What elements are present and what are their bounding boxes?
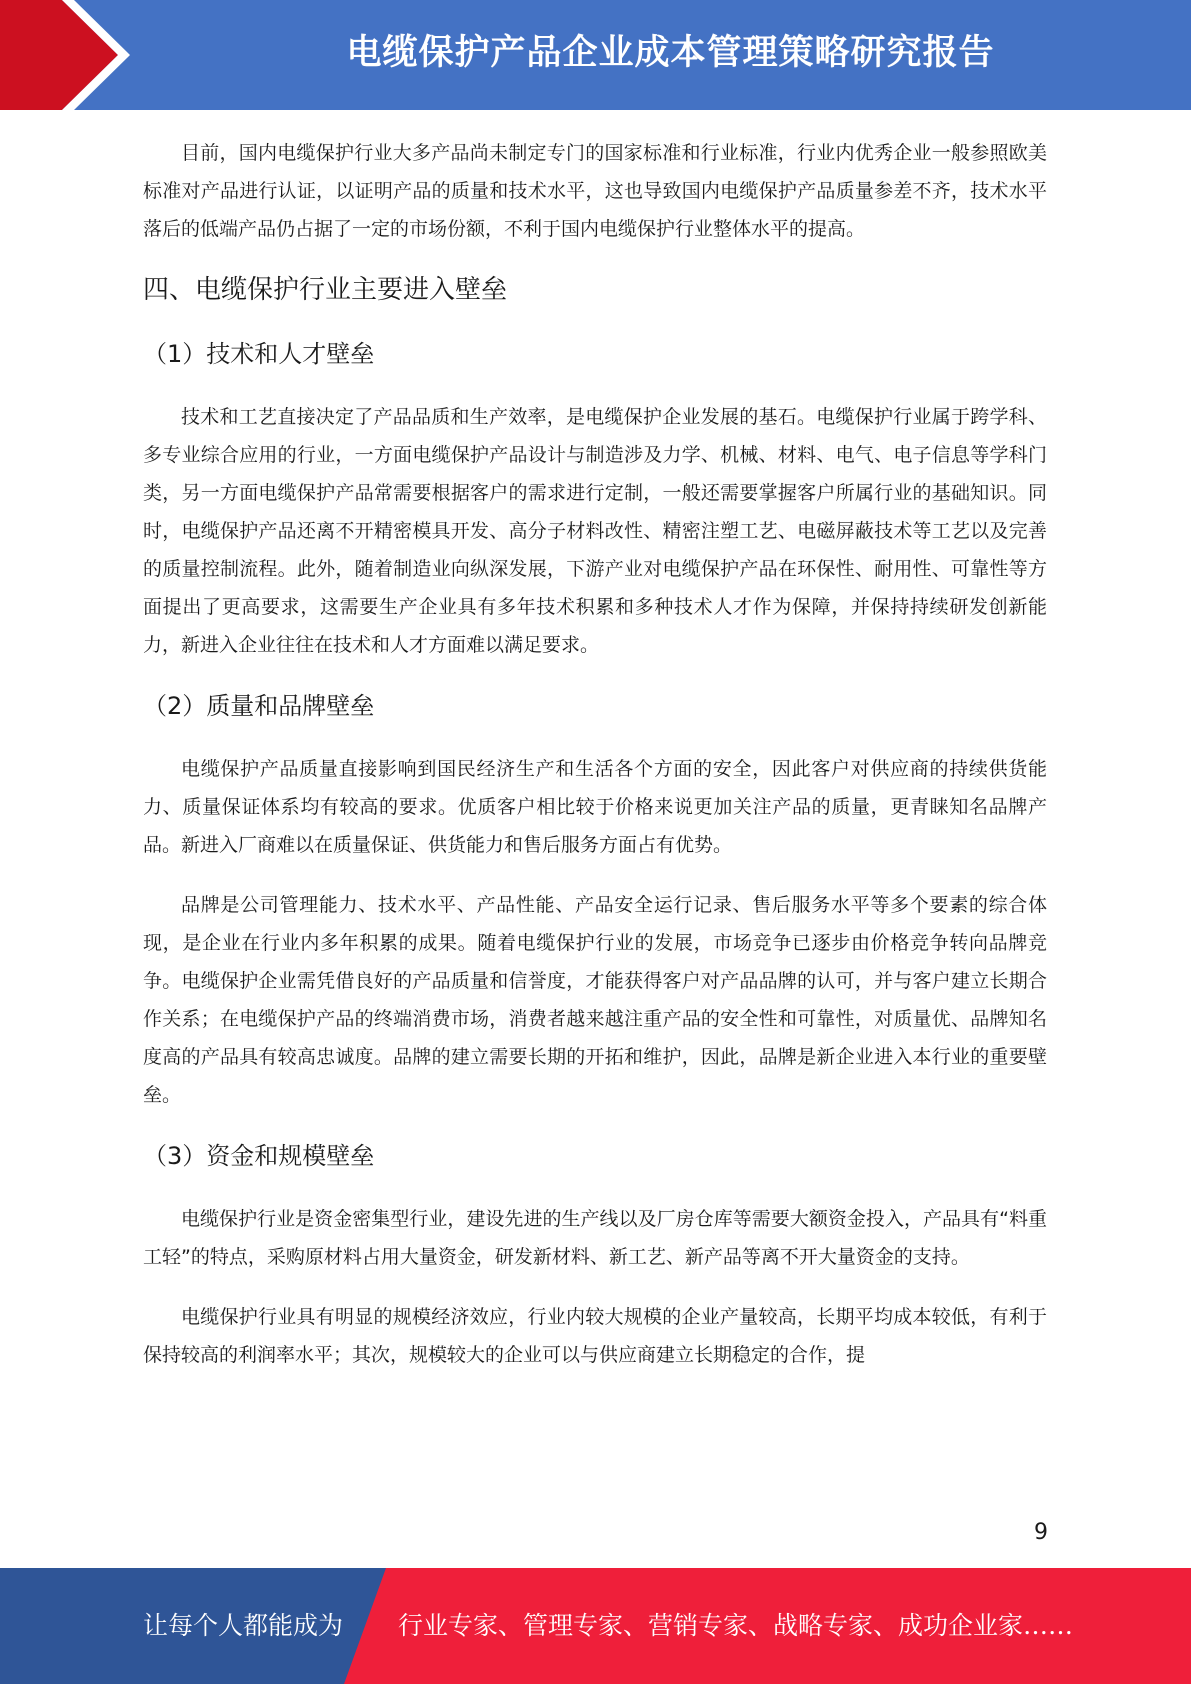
paragraph-brand: 品牌是公司管理能力、技术水平、产品性能、产品安全运行记录、售后服务水平等多个要素的综合体现，是企业在行业内多年积累的成果。随着电缆保护行业的发展，市场竞争已逐步由价格竞争转向品牌竞争。电缆保护企业需凭借良好的产品质量和信誉度，才能获得客户对产品品牌的认可，并与客户建立长期合作关系；在电缆保护产品的终端消费市场，消费者越来越注重产品的安全性和可靠性，对质量优、品牌知名度高的产品具有较高忠诚度。品牌的建立需要长期的开拓和维护，因此，品牌是新企业进入本行业的重要壁垒。 (143, 894, 1047, 1106)
paragraph-quality: 电缆保护产品质量直接影响到国民经济生产和生活各个方面的安全，因此客户对供应商的持续供货能力、质量保证体系均有较高的要求。优质客户相比较于价格来说更加关注产品的质量，更青睐知名品牌产品。新进入厂商难以在质量保证、供货能力和售后服务方面占有优势。 (143, 758, 1047, 856)
subsection-heading-tech-talent: （1）技术和人才壁垒 (143, 340, 375, 368)
report-title: 电缆保护产品企业成本管理策略研究报告 (346, 33, 995, 73)
document-body (143, 134, 1047, 1374)
page-number: 9 (1034, 1520, 1048, 1545)
red-chevron-decoration (0, 0, 160, 110)
page-header (0, 0, 1191, 110)
footer-slogan-left: 让每个人都能成为 (143, 1611, 344, 1640)
subsection-heading-quality-brand: （2）质量和品牌壁垒 (143, 692, 375, 720)
intro-paragraph: 目前，国内电缆保护行业大多产品尚未制定专门的国家标准和行业标准，行业内优秀企业一般参照欧美标准对产品进行认证，以证明产品的质量和技术水平，这也导致国内电缆保护产品质量参差不齐，技术水平落后的低端产品仍占据了一定的市场份额，不利于国内电缆保护行业整体水平的提高。 (143, 142, 1047, 240)
paragraph-capital: 电缆保护行业是资金密集型行业，建设先进的生产线以及厂房仓库等需要大额资金投入，产品具有“料重工轻”的特点，采购原材料占用大量资金，研发新材料、新工艺、新产品等离不开大量资金的支持。 (143, 1208, 1047, 1268)
paragraph-scale: 电缆保护行业具有明显的规模经济效应，行业内较大规模的企业产量较高，长期平均成本较低，有利于保持较高的利润率水平；其次，规模较大的企业可以与供应商建立长期稳定的合作，提 (143, 1306, 1047, 1366)
footer-slogan-right: 行业专家、管理专家、营销专家、战略专家、成功企业家…… (398, 1611, 1074, 1640)
subsection-heading-capital-scale: （3）资金和规模壁垒 (143, 1142, 375, 1170)
paragraph-tech-talent: 技术和工艺直接决定了产品品质和生产效率，是电缆保护企业发展的基石。电缆保护行业属于跨学科、多专业综合应用的行业，一方面电缆保护产品设计与制造涉及力学、机械、材料、电气、电子信息等学科门类，另一方面电缆保护产品常需要根据客户的需求进行定制，一般还需要掌握客户所属行业的基础知识。同时，电缆保护产品还离不开精密模具开发、高分子材料改性、精密注塑工艺、电磁屏蔽技术等工艺以及完善的质量控制流程。此外，随着制造业向纵深发展，下游产业对电缆保护产品在环保性、耐用性、可靠性等方面提出了更高要求，这需要生产企业具有多年技术积累和多种技术人才作为保障，并保持持续研发创新能力，新进入企业往往在技术和人才方面难以满足要求。 (143, 406, 1047, 656)
page-footer (0, 1568, 1191, 1684)
section-heading: 四、电缆保护行业主要进入壁垒 (143, 275, 508, 305)
